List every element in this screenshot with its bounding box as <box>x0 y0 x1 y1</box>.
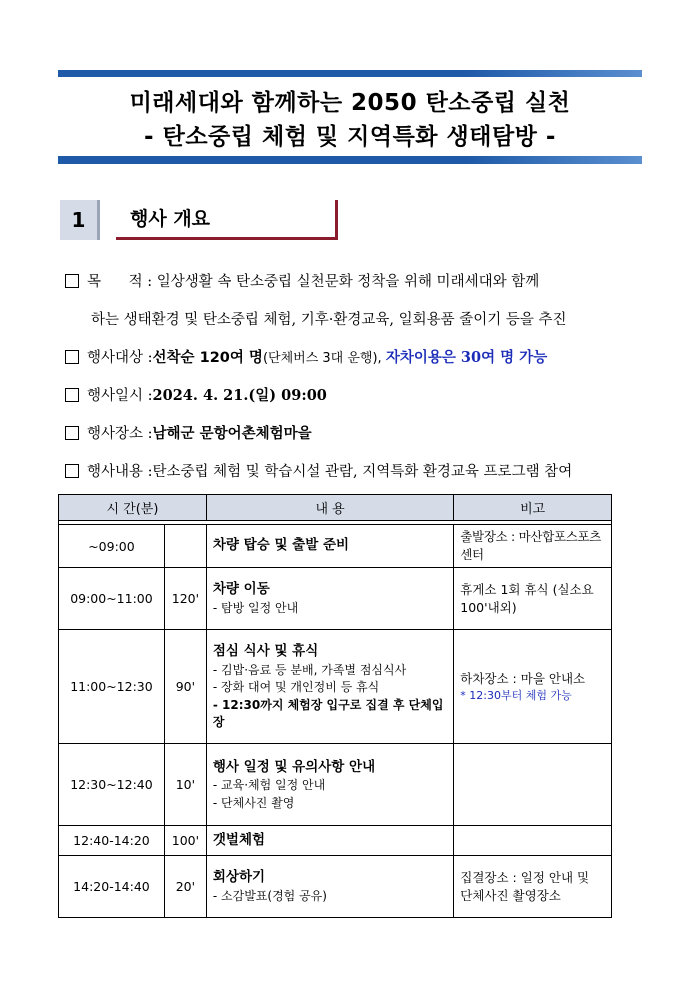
header-time: 시 간(분) <box>59 495 207 521</box>
row-content <box>206 744 453 826</box>
row-sub: - 탐방 일정 안내 <box>212 600 299 615</box>
row-content <box>206 826 453 856</box>
title-box <box>58 70 642 164</box>
table-row <box>59 826 612 856</box>
table-row <box>59 525 612 568</box>
section-number: 1 <box>60 200 100 240</box>
row-note-text: 하차장소 : 마을 안내소 <box>460 670 586 686</box>
date-text: 2024. 4. 21.(일) 09:00 <box>152 387 327 404</box>
table-row <box>59 568 612 630</box>
row-title: 차량 이동 <box>212 581 270 598</box>
row-sub-bold: - 12:30까지 체험장 입구로 집결 후 단체입장 <box>212 697 444 729</box>
section-title: 행사 개요 <box>116 200 338 240</box>
row-time: 11:00~12:30 <box>59 630 165 744</box>
row-note: 출발장소 : 마산합포스포츠센터 <box>454 525 612 568</box>
row-content <box>206 630 453 744</box>
header-content: 내 용 <box>206 495 453 521</box>
row-note <box>454 826 612 856</box>
row-note <box>454 630 612 744</box>
row-duration: 20' <box>164 856 206 918</box>
row-title: 행사 일정 및 유의사항 안내 <box>212 758 376 775</box>
row-note <box>454 744 612 826</box>
title-bar-bottom <box>58 156 642 164</box>
row-sub: - 교육·체험 일정 안내 <box>212 778 326 793</box>
checkbox-square-icon <box>65 426 79 440</box>
checkbox-square-icon <box>65 274 79 288</box>
overview-target <box>65 346 547 367</box>
row-content <box>206 568 453 630</box>
place-text: 남해군 문항어촌체험마을 <box>152 425 312 442</box>
row-duration: 120' <box>164 568 206 630</box>
table-row <box>59 856 612 918</box>
row-time: 14:20-14:40 <box>59 856 165 918</box>
title-line-2: - 탄소중립 체험 및 지역특화 생태탐방 - <box>144 124 556 150</box>
table-row <box>59 630 612 744</box>
row-time: 12:30~12:40 <box>59 744 165 826</box>
date-label: 행사일시 : <box>87 388 153 404</box>
row-duration: 90' <box>164 630 206 744</box>
row-duration <box>164 525 206 568</box>
row-time: 09:00~11:00 <box>59 568 165 630</box>
row-duration: 10' <box>164 744 206 826</box>
row-title: 차량 탑승 및 출발 준비 <box>212 537 350 554</box>
title-bar-top <box>58 70 642 77</box>
row-sub: - 장화 대여 및 개인정비 등 휴식 <box>212 680 380 695</box>
overview-content <box>65 460 572 481</box>
overview-purpose <box>65 270 539 291</box>
row-duration: 100' <box>164 826 206 856</box>
row-title: 갯벌체험 <box>212 831 266 848</box>
row-sub: - 단체사진 촬영 <box>212 795 295 810</box>
row-sub: - 김밥·음료 등 분배, 가족별 점심식사 <box>212 662 407 677</box>
target-b: 120여 명 <box>199 350 263 366</box>
row-content <box>206 856 453 918</box>
row-note-blue: * 12:30부터 체험 가능 <box>460 688 572 702</box>
row-note: 휴게소 1회 휴식 (실소요 100'내외) <box>454 568 612 630</box>
content-text: 탄소중립 체험 및 학습시설 관람, 지역특화 환경교육 프로그램 참여 <box>152 464 573 480</box>
target-d: 자차이용은 30여 명 가능 <box>385 349 548 366</box>
row-sub: - 소감발표(경험 공유) <box>212 888 327 903</box>
checkbox-square-icon <box>65 464 79 478</box>
title-line-1: 미래세대와 함께하는 2050 탄소중립 실천 <box>129 90 571 116</box>
row-title: 회상하기 <box>212 869 266 886</box>
table-row <box>59 744 612 826</box>
checkbox-square-icon <box>65 388 79 402</box>
target-c: (단체버스 3대 운행), <box>262 351 386 366</box>
section-heading <box>60 200 340 240</box>
overview-place <box>65 422 312 443</box>
schedule-table <box>58 494 612 918</box>
content-label: 행사내용 : <box>87 464 153 480</box>
header-note: 비고 <box>454 495 612 521</box>
row-time: ~09:00 <box>59 525 165 568</box>
purpose-text-2: 하는 생태환경 및 탄소중립 체험, 기후·환경교육, 일회용품 줄이기 등을 추진 <box>91 312 567 328</box>
row-title: 점심 식사 및 휴식 <box>212 643 319 660</box>
row-content <box>206 525 453 568</box>
overview-date <box>65 384 327 405</box>
purpose-label: 목 적 : <box>87 274 157 290</box>
table-header-row <box>59 495 612 521</box>
place-label: 행사장소 : <box>87 426 153 442</box>
target-a: 선착순 <box>152 349 200 366</box>
purpose-text-1: 일상생활 속 탄소중립 실천문화 정착을 위해 미래세대와 함께 <box>156 274 540 290</box>
row-time: 12:40-14:20 <box>59 826 165 856</box>
checkbox-square-icon <box>65 350 79 364</box>
target-label: 행사대상 : <box>87 350 153 366</box>
row-note: 집결장소 : 일정 안내 및 단체사진 촬영장소 <box>454 856 612 918</box>
